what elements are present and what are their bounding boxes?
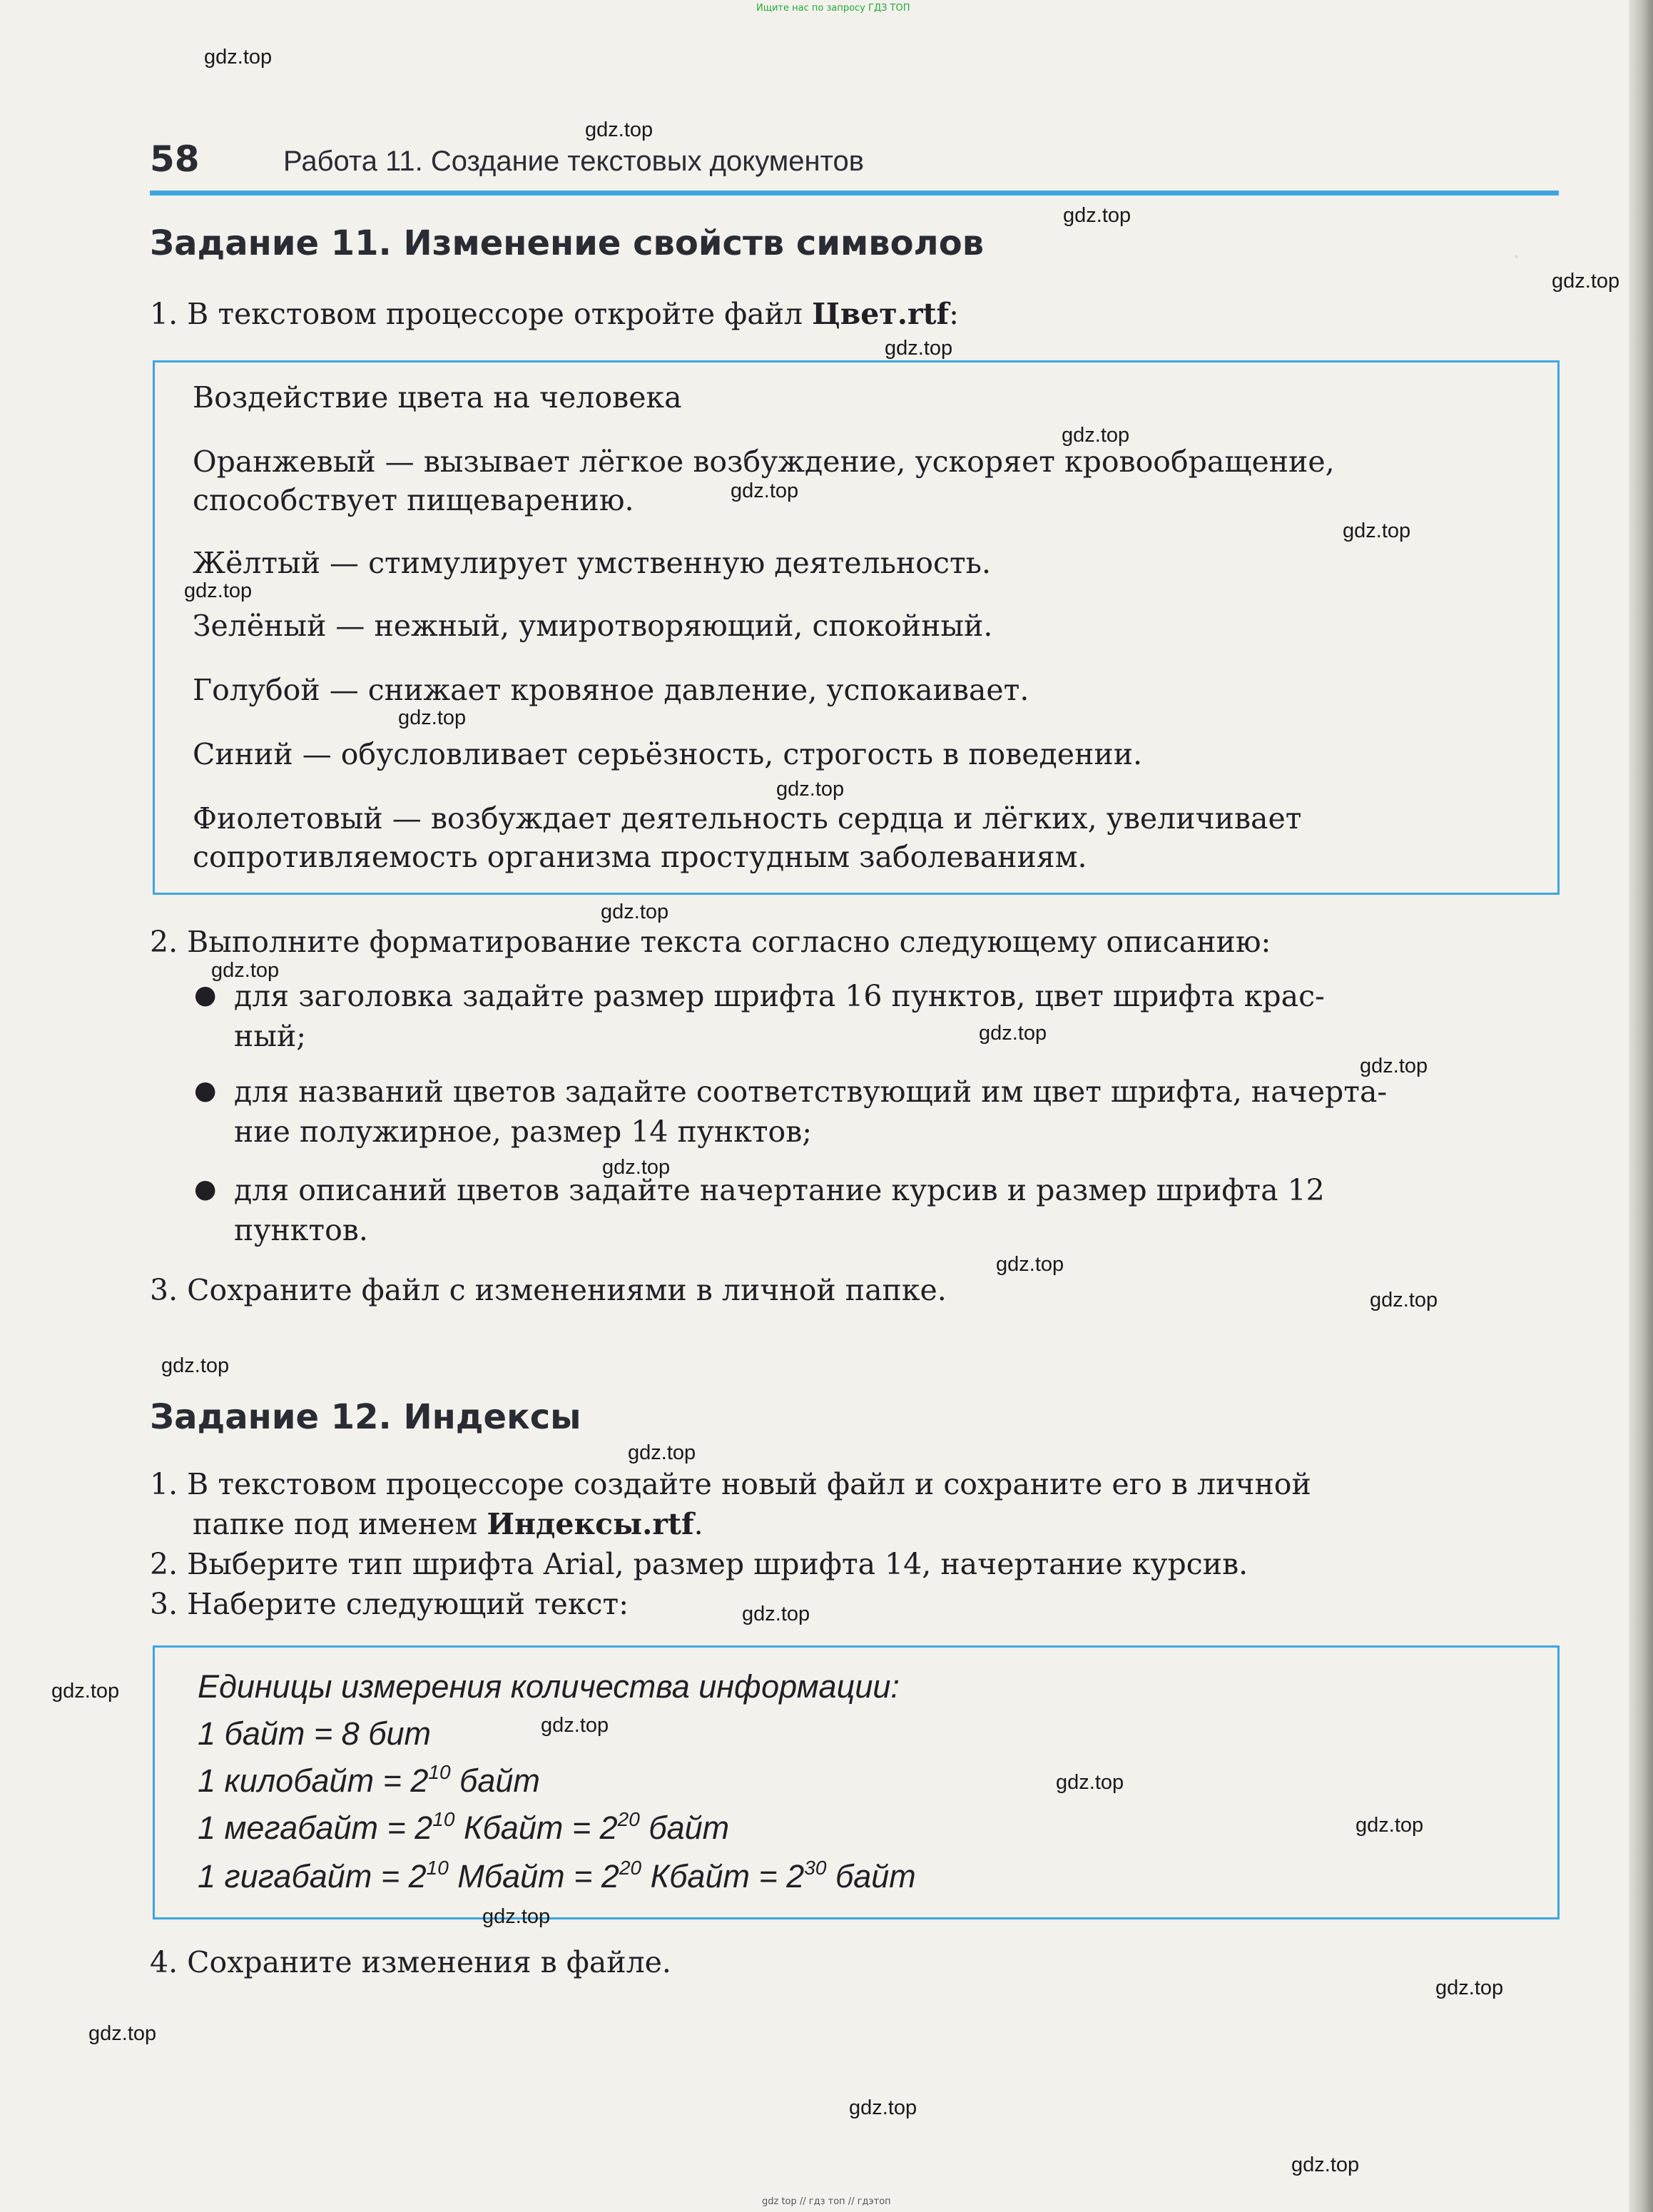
watermark: gdz.top [88,2022,157,2045]
task11-heading: Задание 11. Изменение свойств символов [150,223,985,263]
page-number: 58 [150,138,200,180]
watermark: gdz.top [996,1253,1064,1276]
watermark: gdz.top [1360,1055,1428,1077]
units-title: Единицы измерения количества информации: [198,1668,900,1705]
watermark: gdz.top [1291,2153,1360,2176]
bullet3-line1: для описаний цветов задайте начертание курсив и размер шрифта 12 [234,1173,1325,1207]
watermark: gdz.top [602,1156,671,1179]
watermark: gdz.top [184,579,253,602]
task11-step3: 3. Сохраните файл с изменениями в личной папке. [150,1273,947,1307]
task12-step4: 4. Сохраните изменения в файле. [150,1945,671,1979]
watermark: gdz.top [482,1905,551,1928]
watermark: gdz.top [398,706,467,729]
task11-step2: 2. Выполните форматирование текста согласно следующему описанию: [150,925,1271,959]
watermark: gdz.top [1343,519,1411,542]
watermark: gdz.top [541,1714,609,1737]
top-note: Ищите нас по запросу ГДЗ ТОП [756,3,910,14]
file-name-tsvet: Цвет.rtf [812,297,950,331]
watermark: gdz.top [51,1680,120,1703]
task12-step3: 3. Наберите следующий текст: [150,1587,629,1621]
units-line-megabyte: 1 мегабайт = $2^{10}$ Кбайт = $2^{20}$ байт [198,1808,730,1846]
watermark: gdz.top [742,1603,810,1625]
watermark: gdz.top [161,1354,230,1377]
show-through: . [1512,235,1520,264]
watermark: gdz.top [1056,1771,1124,1794]
watermark: gdz.top [585,118,653,141]
watermark: gdz.top [1435,1977,1504,1999]
task11-step1: 1. В текстовом процессоре откройте файл Цвет.rtf: [150,297,959,331]
box-line-violet-2: сопротивляемость организма простудным заболеваниям. [193,840,1087,874]
bullet2-line1: для названий цветов задайте соответствующий им цвет шрифта, начерта- [234,1075,1388,1109]
bullet-icon: ● [194,1076,217,1105]
watermark: gdz.top [776,778,845,801]
watermark: gdz.top [1356,1814,1424,1837]
bullet2-line2: ние полужирное, размер 14 пунктов; [234,1115,813,1149]
watermark: gdz.top [885,337,953,360]
units-line-byte: 1 байт = 8 бит [198,1715,432,1752]
watermark: gdz.top [601,900,669,923]
units-line-kilobyte: 1 килобайт = $2^{10}$ байт [198,1761,540,1799]
watermark: gdz.top [211,959,280,982]
watermark: gdz.top [1552,270,1620,293]
running-head: Работа 11. Создание текстовых документов [283,146,864,177]
box-line-orange-2: способствует пищеварению. [193,483,634,517]
box-line-lightblue: Голубой — снижает кровяное давление, успокаивает. [193,673,1029,707]
bottom-note: gdz top // гдз топ // гдэтоп [762,2196,891,2207]
page-edge [1629,0,1653,2212]
watermark: gdz.top [731,480,799,502]
box-line-yellow: Жёлтый — стимулирует умственную деятельность. [193,546,991,580]
box-line-violet-1: Фиолетовый — возбуждает деятельность сердца и лёгких, увеличивает [193,801,1302,836]
units-line-gigabyte: 1 гигабайт = $2^{10}$ Мбайт = $2^{20}$ Кбайт = $2^{30}$ байт [198,1857,916,1894]
box-title-color: Воздействие цвета на человека [193,380,682,415]
task12-step2: 2. Выберите тип шрифта Arial, размер шрифта 14, начертание курсив. [150,1547,1248,1581]
bullet1-line2: ный; [234,1019,307,1053]
box-line-blue: Синий — обусловливает серьёзность, строгость в поведении. [193,737,1143,771]
watermark: gdz.top [628,1441,696,1464]
task12-step1-line1: 1. В текстовом процессоре создайте новый файл и сохраните его в личной [150,1467,1311,1501]
task12-step1-line2: папке под именем Индексы.rtf. [193,1507,703,1541]
task12-heading: Задание 12. Индексы [150,1397,581,1437]
watermark: gdz.top [1370,1289,1438,1312]
box-line-green: Зелёный — нежный, умиротворяющий, спокойный. [193,609,993,643]
watermark: gdz.top [204,46,273,69]
bullet-icon: ● [194,1175,217,1204]
file-name-indeksy: Индексы.rtf [487,1507,694,1541]
watermark: gdz.top [979,1022,1047,1045]
bullet3-line2: пунктов. [234,1213,368,1247]
header-rule [150,191,1559,196]
watermark: gdz.top [1062,424,1130,447]
bullet-icon: ● [194,980,217,1010]
watermark: gdz.top [1063,204,1131,227]
watermark: gdz.top [849,2096,917,2119]
box-line-orange-1: Оранжевый — вызывает лёгкое возбуждение, ускоряет кровообращение, [193,445,1335,479]
bullet1-line1: для заголовка задайте размер шрифта 16 пунктов, цвет шрифта крас- [234,979,1325,1013]
